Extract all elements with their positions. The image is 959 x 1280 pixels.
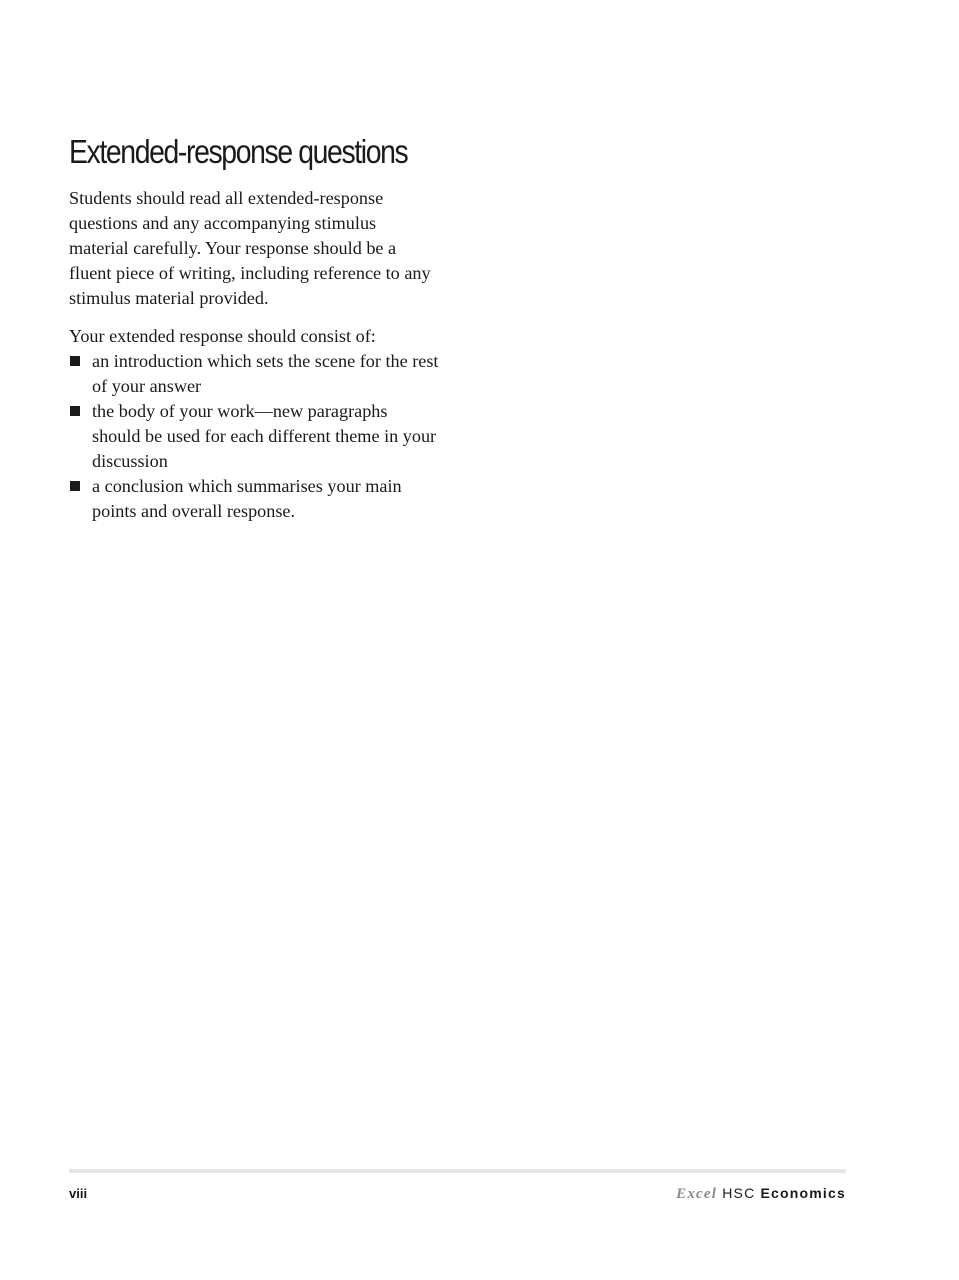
subject-name: Economics: [760, 1185, 846, 1201]
square-bullet-icon: [70, 406, 80, 416]
book-title: [676, 1185, 846, 1203]
square-bullet-icon: [70, 356, 80, 366]
series-name: HSC: [722, 1185, 756, 1201]
list-lead-paragraph: Your extended response should consist of:: [69, 326, 376, 346]
footer-divider: [69, 1169, 846, 1173]
section-heading: Extended-response questions: [69, 133, 408, 170]
response-structure-list: [69, 349, 439, 524]
intro-paragraph: Students should read all extended-response questions and any accompanying stimulus material carefully. Your response should be a fluent piece of writing, including reference to any stimulus material provided.: [69, 188, 431, 308]
list-item-text: a conclusion which summarises your main points and overall response.: [92, 476, 402, 521]
square-bullet-icon: [70, 481, 80, 491]
list-item: [69, 399, 439, 474]
main-content: [69, 128, 439, 524]
page-number: viii: [69, 1186, 88, 1201]
list-item-text: the body of your work—new paragraphs should be used for each different theme in your discussion: [92, 401, 437, 471]
list-item: [69, 349, 439, 399]
brand-name: Excel: [676, 1186, 718, 1202]
list-item-text: an introduction which sets the scene for the rest of your answer: [92, 351, 439, 396]
list-item: [69, 474, 439, 524]
